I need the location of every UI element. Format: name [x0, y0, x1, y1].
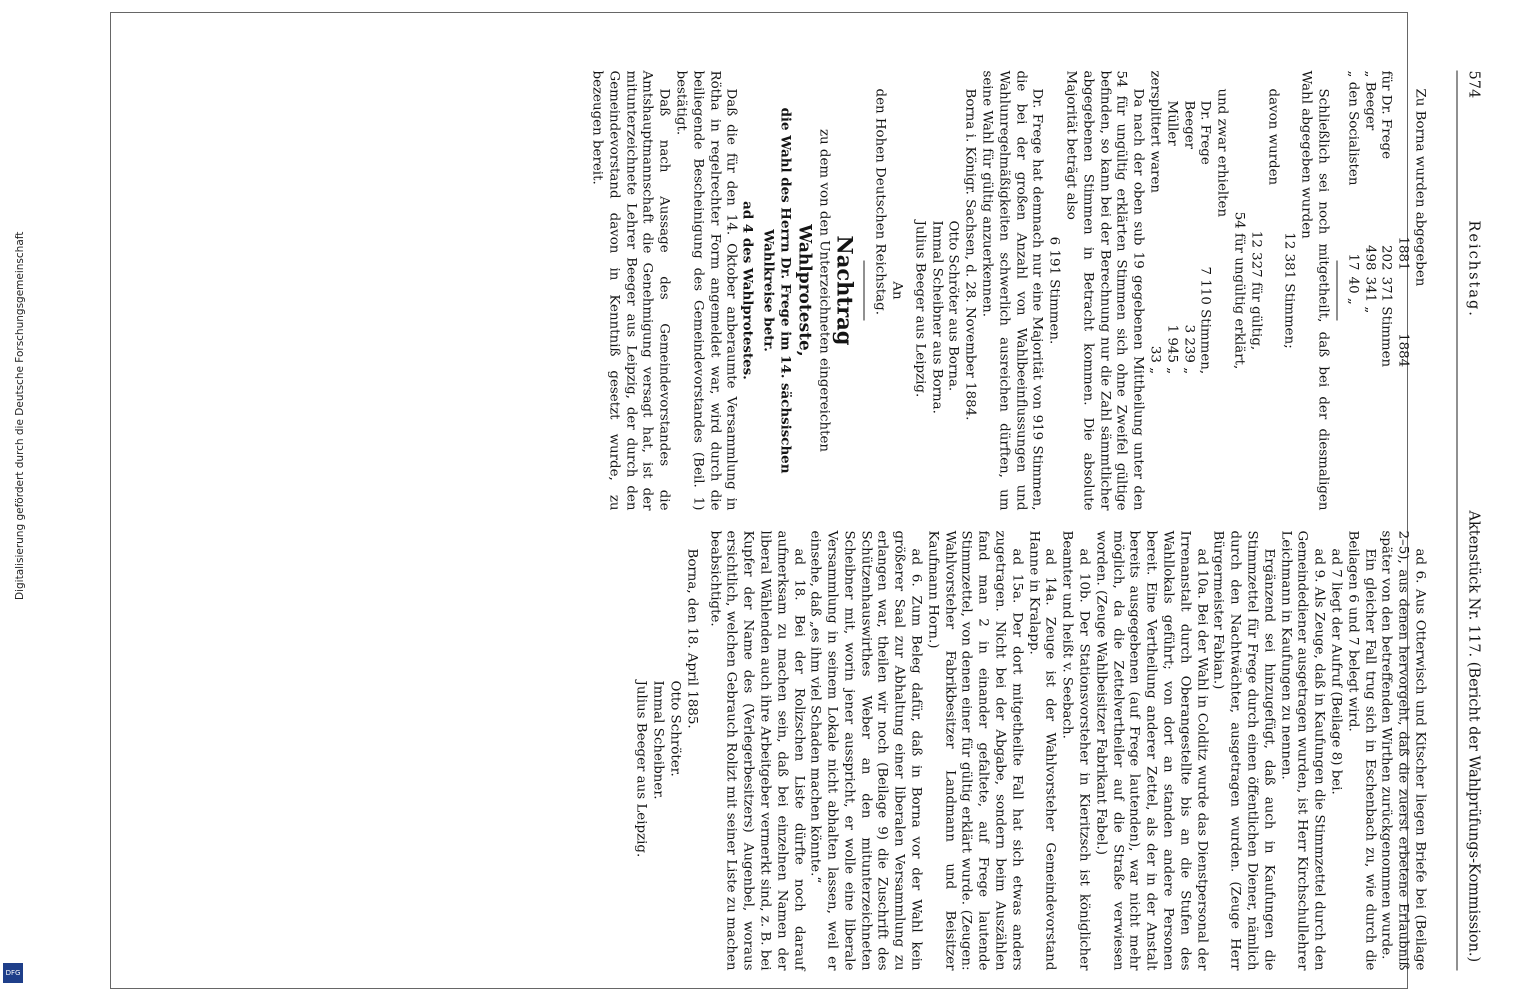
header-center: Reichstag.	[1465, 220, 1482, 318]
paragraph: Dr. Frege hat demnach nur eine Majorität von 919 Stimmen, die bei der großen Anzahl von Wahlbeeinflussungen und Wahlunregelmäßigkeiten schwerlich ausreichen dürften, um seine Wahl für gültig anzuerkennen.	[979, 70, 1045, 511]
paragraph: ad 10b. Der Stationsvorsteher in Kieritzsch ist königlicher Beamter und heißt v. Seebach.	[1059, 530, 1092, 971]
dateline: Borna, den 18. April 1885.	[684, 548, 700, 729]
total-votes: 12 381 Stimmen;	[1281, 232, 1297, 349]
column-right	[632, 531, 1427, 971]
document-page	[222, 13, 1518, 988]
table-cell: Beeger	[1181, 100, 1197, 150]
table-cell: 40 „	[1345, 276, 1361, 305]
header-right: Aktenstück Nr. 117. (Bericht der Wahlprüfungs-Kommission.)	[1465, 510, 1482, 963]
addressee-an: An	[889, 281, 905, 300]
paragraph: Zu Borna wurden abgegeben	[1412, 88, 1428, 287]
paragraph: ad 14a. Zeuge ist der Wahlvorsteher Gemeindevorstand Hanne in Kralapp.	[1026, 530, 1058, 971]
separator-rule	[1337, 261, 1338, 321]
paragraph: Daß die für den 14. Oktober anberaumte Versammlung in Rötha in regelrechter Form angemeldet war, wird durch die beiliegende Bescheinigung des Gemeindevorstandes (Beil. 1) bestätigt.	[673, 70, 739, 511]
header-rule	[1457, 71, 1458, 971]
paragraph: Ein gleicher Fall trug sich in Eschenbach zu, wie durch die Beilagen 6 und 7 belegt wird.	[1345, 530, 1378, 971]
table-row	[1377, 71, 1394, 374]
table-cell: 202	[1378, 245, 1394, 271]
addressee: den Hohen Deutschen Reichstag.	[872, 88, 888, 315]
paragraph: davon wurden	[1265, 88, 1281, 186]
table-cell: 3 239 „	[1181, 324, 1197, 375]
table-row	[1146, 71, 1163, 381]
table-cell: 33 „	[1147, 345, 1163, 375]
table-cell: Müller	[1164, 100, 1180, 146]
table-cell: „ den Socialisten	[1345, 70, 1361, 186]
results-table	[1146, 71, 1213, 381]
nachtrag-subject: die Wahl des Herrn Dr. Frege im 14. sächsischen Wahlkreise betr.	[760, 107, 794, 474]
table-row	[1344, 71, 1361, 374]
signature: Immal Scheibner aus Borna.	[929, 220, 945, 414]
vote-table-1881-1884	[1344, 71, 1411, 374]
separator-rule	[864, 261, 865, 321]
valid-votes: 12 327 für gültig,	[1248, 230, 1264, 351]
table-row	[1179, 71, 1196, 381]
paragraph: ad 15a. Der dort mitgetheilte Fall hat sich etwas anders zugetragen. Nicht bei der Abgabe, sondern beim Auszählen fand man 2 in einander gefaltete, auf Frege lautende Stimmzettel, von denen einer für gültig erklärt wurde. (Zeugen: Wahlvorsteher Fabrikbesitzer Landmann und Beisitzer Kaufmann Horn.)	[925, 530, 1025, 971]
signature: Immal Scheibner.	[650, 680, 666, 800]
dateline: Borna i. Königr. Sachsen, d. 28. November 1884.	[962, 88, 978, 421]
invalid-votes: 54 für ungültig erklärt,	[1231, 211, 1247, 370]
table-cell: 1884	[1395, 333, 1411, 368]
page-frame	[110, 12, 1482, 989]
paragraph: ad 7 liegt der Aufruf (Beilage 8) bei.	[1328, 548, 1344, 795]
table-header-row	[1394, 71, 1411, 374]
dfg-logo-icon: DFG	[3, 963, 23, 983]
table-cell: 17	[1345, 253, 1361, 271]
table-cell: „ Beeger	[1362, 70, 1378, 131]
paragraph: Daß nach Aussage des Gemeindevorstandes die Amtshauptmannschaft die Genehmigung versagt hat, ist der mitunterzeichnete Lehrer Beeger aus Leipzig, der durch den Gemeindevorstand davon in Kenntniß gesetzt wurde, zu bezeugen bereit.	[589, 70, 672, 511]
column-left	[588, 71, 1428, 511]
table-row	[1360, 71, 1377, 374]
table-cell: für Dr. Frege	[1378, 70, 1394, 160]
signature: Otto Schröter aus Borna.	[945, 220, 961, 392]
table-cell: 498	[1362, 245, 1378, 271]
paragraph: Schließlich sei noch mitgetheilt, daß bei der diesmaligen Wahl abgegeben wurden	[1298, 70, 1331, 511]
table-cell: 1881	[1395, 236, 1411, 271]
paragraph: Ergänzend sei hinzugefügt, daß auch in Kaufungen die Stimmzettel für Frege durch einen öffentlichen Diener, nämlich durch den Nachtwächter, ausgetragen wurden. (Zeuge Herr Bürgermeister Fabian.)	[1210, 530, 1277, 971]
nachtrag-heading: Wahlproteste,	[794, 224, 815, 357]
paragraph: ad 9. Als Zeuge, daß in Kaufungen die Stimmzettel durch den Gemeindediener ausgetragen wurden, ist Herr Kirchschullehrer Leichmann in Kaufungen zu nennen.	[1278, 530, 1327, 971]
page-number: 574	[1465, 70, 1482, 99]
paragraph: ad 10a. Bei der Wahl in Colditz wurde das Dienstpersonal der Irrenanstalt durch Oberangestellte bis an die Stufen des Wahllokals geführt; von dort an standen andere Personen bereit. Eine Vertheilung anderer Zettel, als der in der Anstalt bereits ausgegebenen (auf Frege lautenden), war nicht mehr möglich, da die Zettelvertheiler auf die Straße verwiesen worden. (Zeuge Wahlbeisitzer Fabrikant Fabel.)	[1093, 530, 1210, 971]
table-row	[1163, 71, 1180, 381]
paragraph: ad 6. Zum Beleg dafür, daß in Borna vor der Wahl kein größerer Saal zur Abhaltung einer liberalen Versammlung zu erlangen war, theilen wir noch (Beilage 9) die Zuschrift des Schützenhauswirthes Weber an den mitunterzeichneten Scheibner mit, worin jener ausspricht, er wolle eine liberale Versammlung in seinem Lokale nicht abhalten lassen, weil er einsehe, daß „es ihm viel Schaden machen könnte.“	[807, 530, 924, 971]
nachtrag-subtitle: zu dem von den Unterzeichneten eingereichten	[817, 129, 832, 452]
signature: Julius Beeger aus Leipzig.	[912, 220, 928, 398]
paragraph: und zwar erhielten	[1214, 88, 1230, 218]
paragraph: Da nach der oben sub 19 gegebenen Mittheilung unter den 54 für ungültig erklärten Stimmen sich ohne Zweifel gültige befinden, so kann bei der Berechnung nur die Zahl sämmtlicher abgegebenen Stimmen in Betracht kommen. Die absolute Majorität beträgt also	[1063, 70, 1146, 511]
absolute-majority: 6 191 Stimmen.	[1046, 236, 1062, 345]
nachtrag-title: Nachtrag	[833, 235, 858, 346]
table-cell: zersplittert waren	[1147, 70, 1163, 194]
table-cell: 1 945 „	[1164, 324, 1180, 375]
section-heading: ad 4 des Wahlprotestes.	[739, 201, 756, 380]
signature: Otto Schröter.	[667, 680, 683, 777]
paragraph: ad 18. Bei der Rolizschen Liste dürfte noch darauf aufmerksam zu machen sein, daß bei einzelnen Namen der liberal Wählenden auch ihre Arbeitgeber vermerkt sind, z. B. bei Kupfer der Name des (Verlegerbesitzers) Augenbel, woraus ersichtlich, welchen Gebrauch Rolizt mit seiner Liste zu machen beabsichtigte.	[707, 530, 807, 971]
table-cell: Dr. Frege	[1197, 100, 1213, 165]
signature: Julius Beeger aus Leipzig.	[633, 680, 649, 858]
digitization-credit: Digitalisierung gefördert durch die Deutsche Forschungsgemeinschaft	[14, 231, 26, 600]
table-row	[1196, 71, 1213, 381]
table-cell	[1394, 71, 1411, 237]
paragraph: ad 6. Aus Otterwisch und Kitscher liegen Briefe bei (Beilage 2–5), aus denen hervorgeht, daß die zuerst erbetene Erlaubniß später von den betreffenden Wirthen zurückgenommen wurde.	[1378, 530, 1428, 971]
table-cell: 341 „	[1362, 276, 1378, 314]
table-cell: 7 110 Stimmen,	[1197, 266, 1213, 375]
table-cell: 371 Stimmen	[1378, 276, 1394, 368]
digitization-footer	[0, 0, 28, 1000]
